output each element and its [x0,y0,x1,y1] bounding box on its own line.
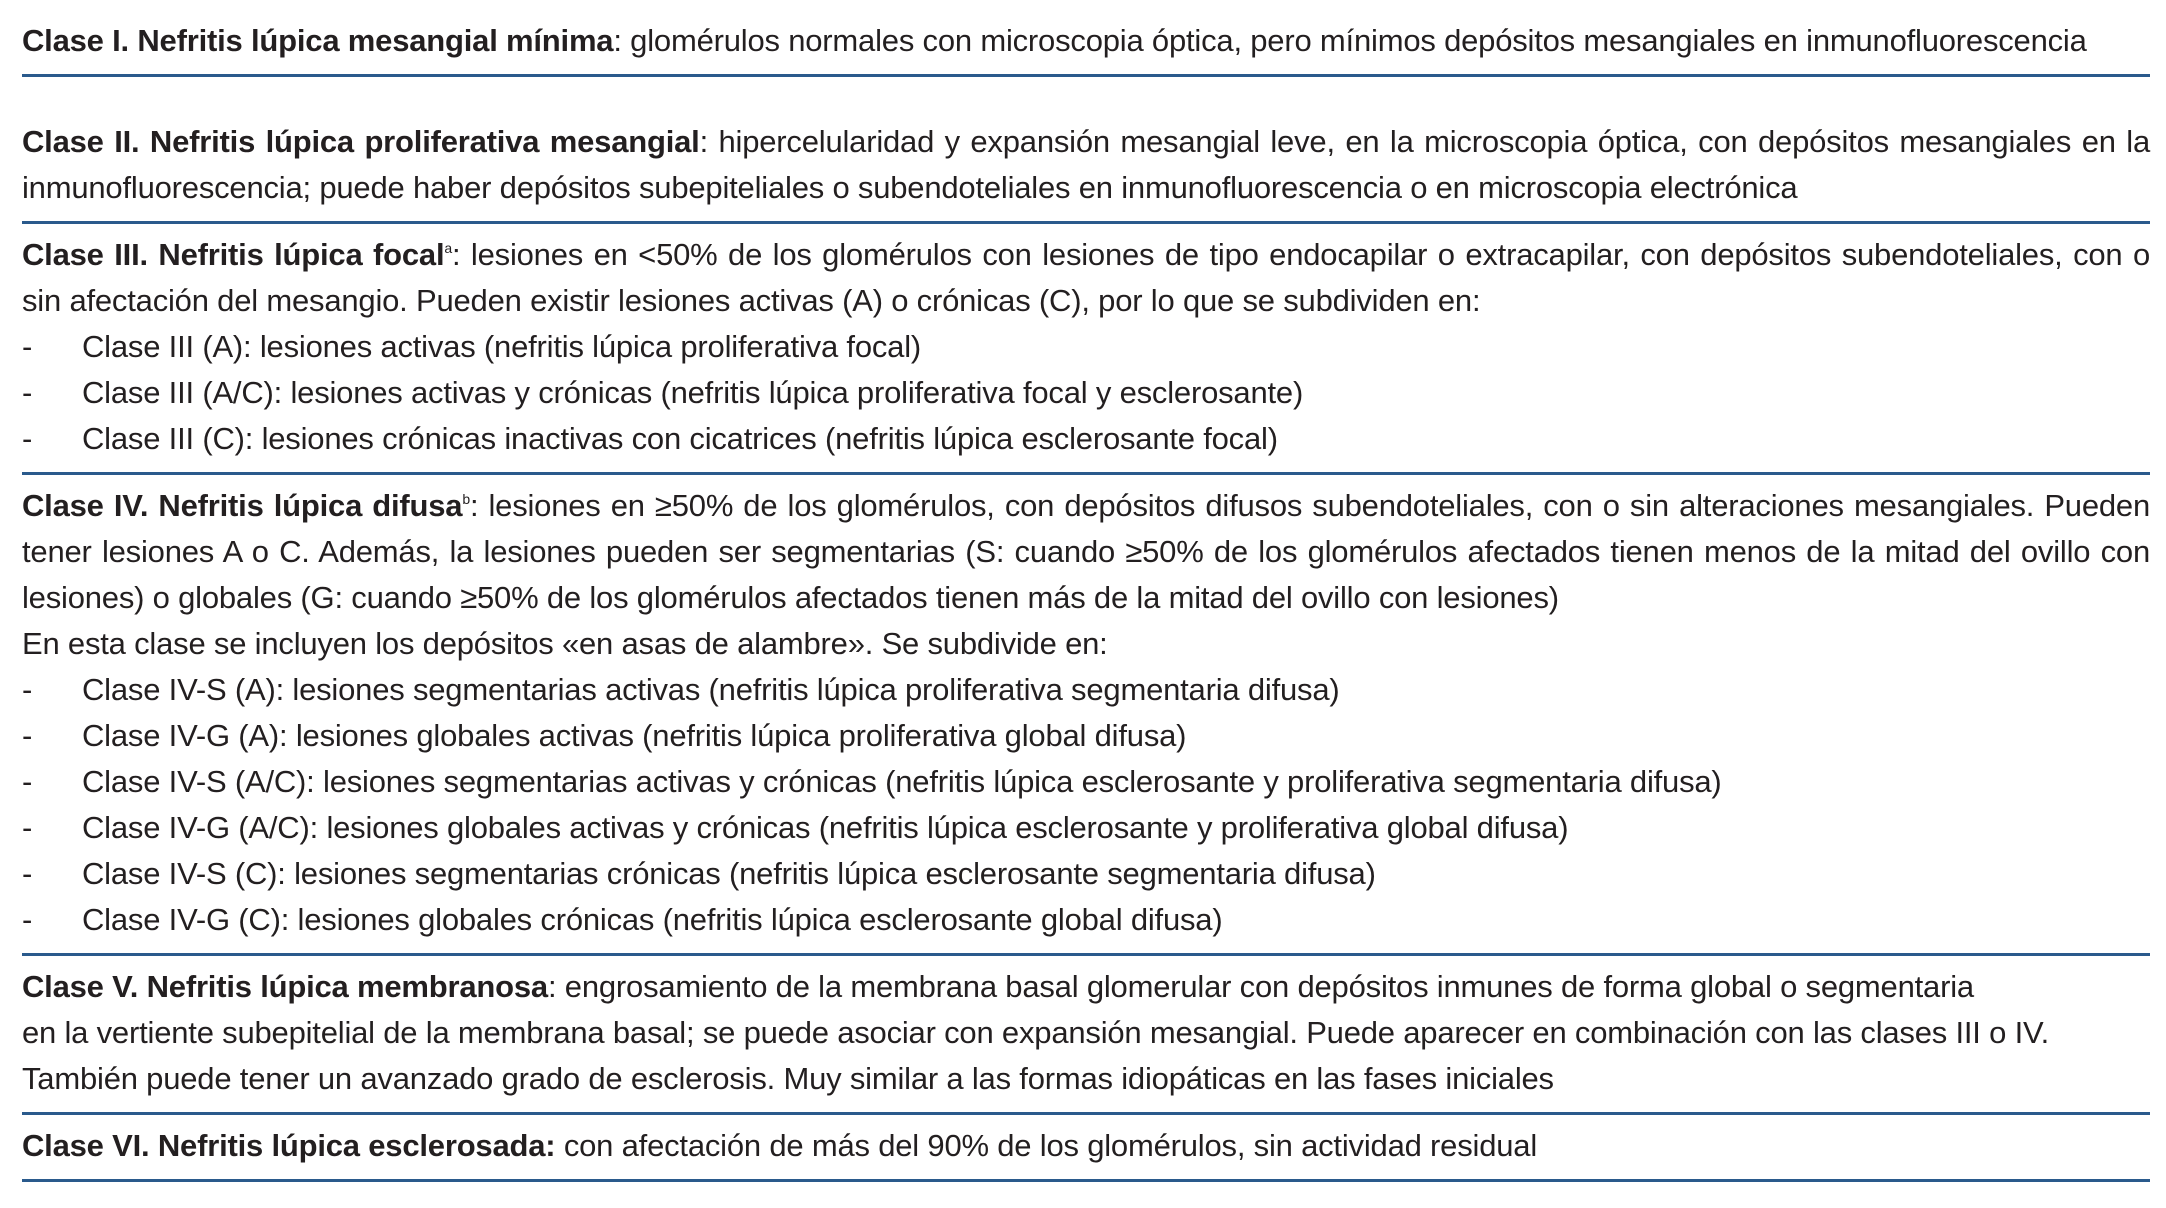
class-5-paragraph [22,964,2150,1102]
class-3-footnote-mark: a [444,240,452,256]
class-4-footnote-mark: b [462,491,470,507]
class-6-paragraph [22,1123,2150,1169]
dash-bullet: - [22,902,33,937]
list-item [22,851,2150,897]
list-item-text: Clase III (A): lesiones activas (nefritis lúpica proliferativa focal) [82,329,922,364]
list-item-text: Clase III (A/C): lesiones activas y crónicas (nefritis lúpica proliferativa focal y esclerosante) [82,375,1304,410]
list-item [22,805,2150,851]
class-3-title: Clase III. Nefritis lúpica focal [22,237,445,272]
class-1-paragraph [22,18,2150,64]
list-item-text: Clase IV-G (C): lesiones globales crónicas (nefritis lúpica esclerosante global difusa) [82,902,1223,937]
list-item [22,897,2150,943]
class-6-title: Clase VI. Nefritis lúpica esclerosada: [22,1128,556,1163]
list-item-text: Clase III (C): lesiones crónicas inactivas con cicatrices (nefritis lúpica esclerosante focal) [82,421,1278,456]
dash-bullet: - [22,329,33,364]
dash-bullet: - [22,718,33,753]
class-4-title: Clase IV. Nefritis lúpica difusa [22,488,463,523]
class-2-title: Clase II. Nefritis lúpica proliferativa mesangial [22,124,700,159]
class-5-text-line-3: También puede tener un avanzado grado de esclerosis. Muy similar a las formas idiopáticas en las fases iniciales [22,1061,1554,1096]
list-item-text: Clase IV-S (A): lesiones segmentarias activas (nefritis lúpica proliferativa segmentaria difusa) [82,672,1340,707]
list-item [22,370,2150,416]
dash-bullet: - [22,810,33,845]
dash-bullet: - [22,421,33,456]
class-2-paragraph [22,119,2150,211]
list-item-text: Clase IV-S (A/C): lesiones segmentarias activas y crónicas (nefritis lúpica esclerosante y proliferativa segmentaria difusa) [82,764,1722,799]
dash-bullet: - [22,856,33,891]
list-item-text: Clase IV-G (A): lesiones globales activas (nefritis lúpica proliferativa global difusa) [82,718,1187,753]
class-3-section [22,224,2150,475]
list-item-text: Clase IV-S (C): lesiones segmentarias crónicas (nefritis lúpica esclerosante segmentaria difusa) [82,856,1376,891]
class-4-section [22,475,2150,956]
dash-bullet: - [22,375,33,410]
class-4-paragraph [22,483,2150,621]
class-6-section [22,1115,2150,1182]
class-5-section [22,956,2150,1115]
list-item [22,713,2150,759]
class-5-text-line-1: : engrosamiento de la membrana basal glomerular con depósitos inmunes de forma global o segmentaria [547,969,1974,1004]
class-1-text: : glomérulos normales con microscopia óptica, pero mínimos depósitos mesangiales en inmunofluorescencia [613,23,2087,58]
class-2-section [22,77,2150,224]
class-6-text: con afectación de más del 90% de los glomérulos, sin actividad residual [555,1128,1538,1163]
list-item [22,416,2150,462]
dash-bullet: - [22,764,33,799]
list-item-text: Clase IV-G (A/C): lesiones globales activas y crónicas (nefritis lúpica esclerosante y proliferativa global difusa) [82,810,1569,845]
class-5-text-line-2: en la vertiente subepitelial de la membrana basal; se puede asociar con expansión mesangial. Puede aparecer en combinación con las clases III o IV. [22,1015,2050,1050]
list-item [22,759,2150,805]
list-item [22,324,2150,370]
class-3-text: : lesiones en <50% de los glomérulos con lesiones de tipo endocapilar o extracapilar, con depósitos subendoteliales, con o sin afectación del mesangio. Pueden existir lesiones activas (A) o crónicas (C), por lo que se subdividen en: [22,237,2151,318]
class-4-paragraph-2: En esta clase se incluyen los depósitos «en asas de alambre». Se subdivide en: [22,626,1108,661]
class-4-subdivision-list [22,667,2150,943]
classification-document [22,18,2150,1182]
class-1-section [22,18,2150,77]
list-item [22,667,2150,713]
class-3-subdivision-list [22,324,2150,462]
class-3-paragraph [22,232,2150,324]
dash-bullet: - [22,672,33,707]
class-2-text: : hipercelularidad y expansión mesangial leve, en la microscopia óptica, con depósitos mesangiales en la inmunofluorescencia; puede haber depósitos subepiteliales o subendoteliales en inmunofluorescencia o en microscopia electrónica [22,124,2150,205]
class-1-title: Clase I. Nefritis lúpica mesangial mínima [22,23,614,58]
class-5-title: Clase V. Nefritis lúpica membranosa [22,969,548,1004]
class-4-text: : lesiones en ≥50% de los glomérulos, con depósitos difusos subendoteliales, con o sin alteraciones mesangiales. Pueden tener lesiones A o C. Además, la lesiones pueden ser segmentarias (S: cuando ≥50% de los glomérulos afectados tienen menos de la mitad del ovillo con lesiones) o globales (G: cuando ≥50% de los glomérulos afectados tienen más de la mitad del ovillo con lesiones) [22,488,2150,615]
